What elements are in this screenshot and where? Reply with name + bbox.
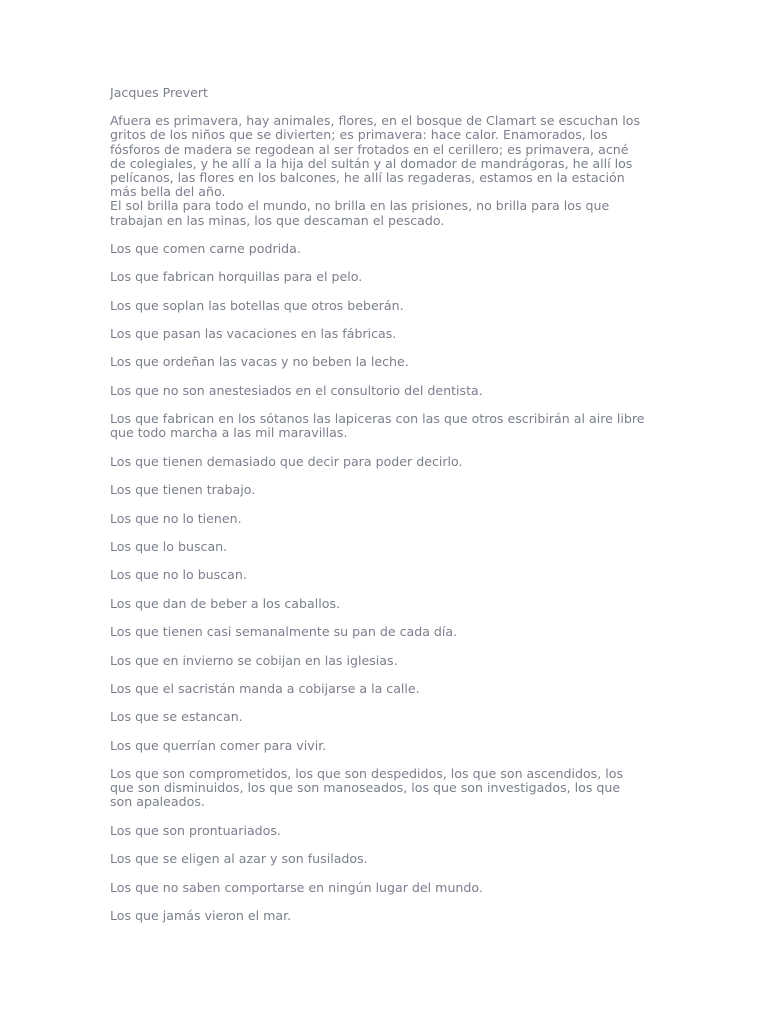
verse-list — [110, 242, 670, 923]
verse-line: Los que dan de beber a los caballos. — [110, 595, 341, 611]
verse-line: Los que tienen demasiado que decir para poder decirlo. — [110, 453, 463, 469]
verse-line: Los que pasan las vacaciones en las fábricas. — [110, 326, 397, 341]
verse-line: Los que jamás vieron el mar. — [110, 908, 292, 924]
intro-paragraph: Afuera es primavera, hay animales, flores, en el bosque de Clamart se escuchan los gritos de los niños que se divierten; es primavera: hace calor. Enamorados, los fósforos de madera se regodean al ser frotados en el cerillero; es primavera, acné de colegiales, y he allí a la hija del sultán y al domador de mandrágoras, he allí los pelícanos, las flores en los balcones, he allí las regaderas, estamos en la estación más bella del año. El sol brilla para todo el mundo, no brilla en las prisiones, no brilla para los que trabajan en las minas, los que descaman el pescado. — [110, 113, 641, 228]
verse-line: Los que tienen trabajo. — [110, 482, 256, 498]
verse-line: Los que fabrican en los sótanos las lapiceras con las que otros escribirán al aire libre que todo marcha a las mil maravillas. — [110, 411, 645, 441]
verse-line: Los que se estancan. — [110, 709, 243, 725]
verse-line: Los que son prontuariados. — [110, 822, 281, 838]
verse-line: Los que soplan las botellas que otros beberán. — [110, 297, 404, 313]
verse-line: Los que no lo buscan. — [110, 567, 247, 583]
verse-line: Los que el sacristán manda a cobijarse a la calle. — [110, 680, 420, 696]
verse-line: Los que se eligen al azar y son fusilados. — [110, 851, 368, 867]
verse-line: Los que querrían comer para vivir. — [110, 737, 327, 753]
verse-line: Los que no lo tienen. — [110, 510, 242, 526]
author-name: Jacques Prevert — [110, 85, 208, 100]
verse-line: Los que son comprometidos, los que son despedidos, los que son ascendidos, los que son disminuidos, los que son manoseados, los que son investigados, los que son apaleados. — [110, 766, 624, 810]
verse-line: Los que no son anestesiados en el consultorio del dentista. — [110, 382, 483, 398]
verse-line: Los que tienen casi semanalmente su pan de cada día. — [110, 624, 458, 640]
verse-line: Los que ordeñan las vacas y no beben la leche. — [110, 354, 409, 370]
document-page — [110, 86, 670, 937]
verse-line: Los que lo buscan. — [110, 538, 228, 554]
verse-line: Los que no saben comportarse en ningún lugar del mundo. — [110, 879, 483, 895]
verse-line: Los que fabrican horquillas para el pelo. — [110, 269, 363, 285]
verse-line: Los que comen carne podrida. — [110, 240, 301, 256]
verse-line: Los que en invierno se cobijan en las iglesias. — [110, 652, 398, 668]
